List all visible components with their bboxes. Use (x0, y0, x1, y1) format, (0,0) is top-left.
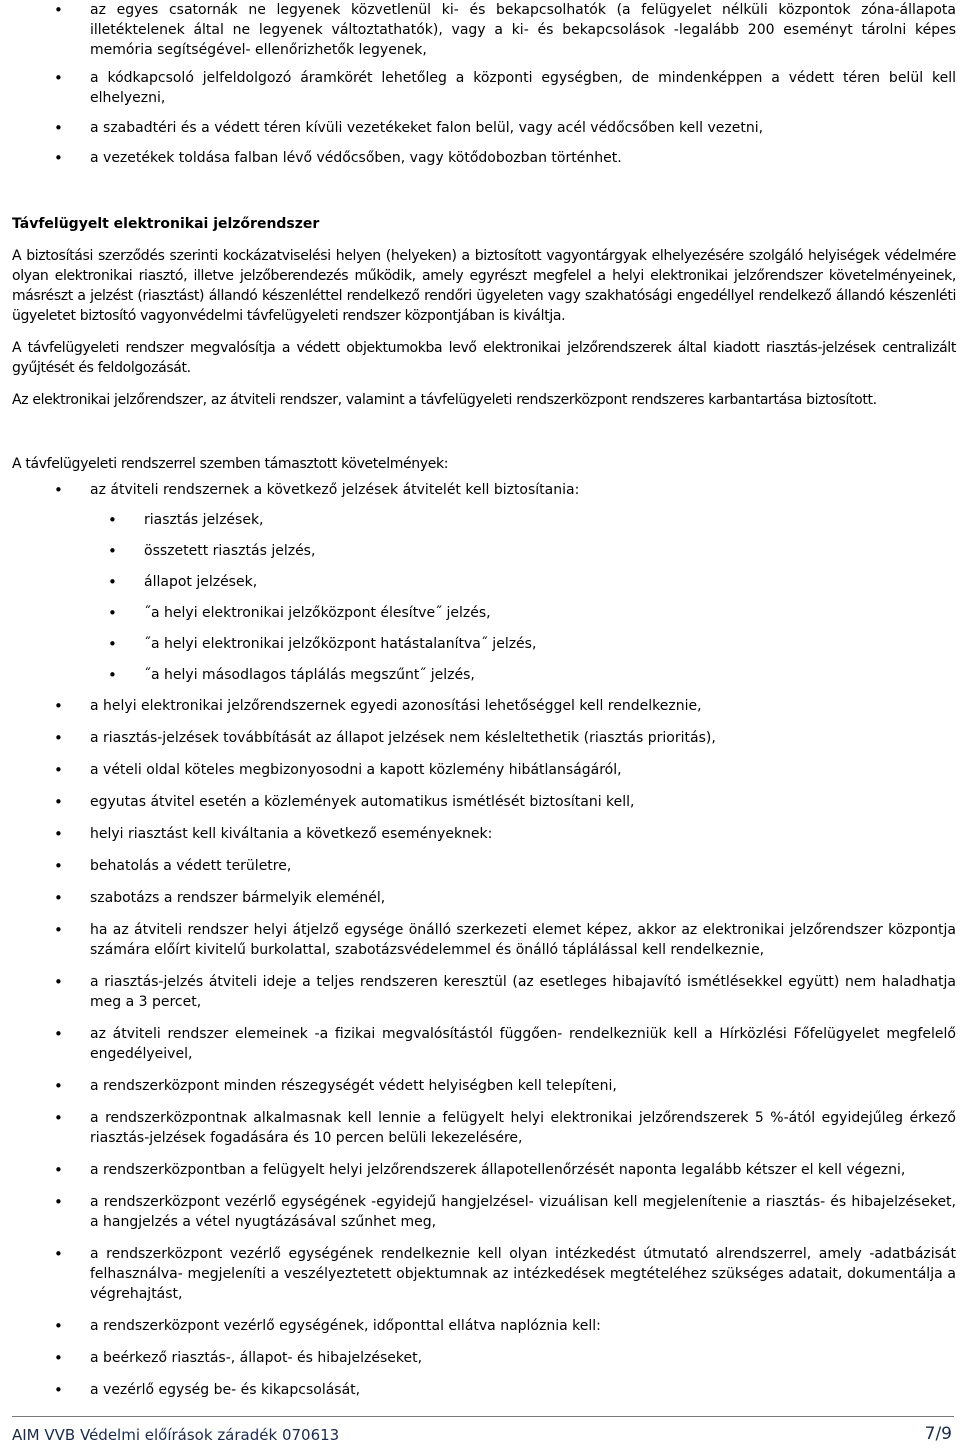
list-item: • a helyi elektronikai jelzőrendszernek egyedi azonosítási lehetőséggel kell rendelkeznie, (0, 696, 960, 716)
sub-list-item: • ˝a helyi másodlagos táplálás megszűnt˝ jelzés, (0, 665, 960, 685)
sub-list-item: • összetett riasztás jelzés, (0, 541, 960, 561)
list-item: • a rendszerközpontban a felügyelt helyi jelzőrendszerek állapotellenőrzését naponta legalább kétszer el kell végezni, (0, 1160, 960, 1180)
bullet-list-top (0, 0, 960, 168)
list-item: • a beérkező riasztás-, állapot- és hibajelzéseket, (0, 1348, 960, 1368)
list-item: • a riasztás-jelzés átviteli ideje a teljes rendszeren keresztül (az esetleges hibajavító ismétlésekkel együtt) nem haladhatja meg a 3 percet, (0, 972, 960, 1012)
section-body (12, 214, 956, 474)
footer-divider (12, 1416, 954, 1417)
list-item: • az egyes csatornák ne legyenek közvetlenül ki- és bekapcsolhatók (a felügyelet nélküli központok zóna-állapota illetéktelenek által ne legyenek változtathatók), vagy a ki- és bekapcsolások -legalább 200 eseményt tárolni képes memória segítségével- ellenőrizhetők legyenek, (0, 0, 960, 60)
list-item: • a vételi oldal köteles megbizonyosodni a kapott közlemény hibátlanságáról, (0, 760, 960, 780)
paragraph: Az elektronikai jelzőrendszer, az átviteli rendszer, valamint a távfelügyeleti rendszerközpont rendszeres karbantartása biztosított. (12, 392, 877, 408)
list-item: • a rendszerközpont vezérlő egységének, időponttal ellátva naplóznia kell: (0, 1316, 960, 1336)
footer-document-title: AIM VVB Védelmi előírások záradék 070613 (12, 1426, 340, 1444)
list-item: • egyutas átvitel esetén a közlemények automatikus ismétlését biztosítani kell, (0, 792, 960, 812)
list-item: • szabotázs a rendszer bármelyik eleménél, (0, 888, 960, 908)
sub-list-item: • állapot jelzések, (0, 572, 960, 592)
requirements-list (0, 480, 960, 1400)
top-bullet-list (0, 0, 960, 168)
list-item: • az átviteli rendszer elemeinek -a fizikai megvalósítástól függően- rendelkezniük kell a Hírközlési Főfelügyelet megfelelő engedélyeivel, (0, 1024, 960, 1064)
sub-bullet-list (0, 510, 960, 685)
sub-list-item: • ˝a helyi elektronikai jelzőközpont hatástalanítva˝ jelzés, (0, 634, 960, 654)
list-item: • a vezetékek toldása falban lévő védőcsőben, vagy kötődobozban történhet. (0, 148, 960, 168)
bullet-list-requirements-rest (0, 696, 960, 1400)
list-item: • a rendszerközpont vezérlő egységének -egyidejű hangjelzésel- vizuálisan kell megjelenítenie a riasztás- és hibajelzéseket, a hangjelzés a vétel nyugtázásával szűnhet meg, (0, 1192, 960, 1232)
sub-list-item: • riasztás jelzések, (0, 510, 960, 530)
paragraph: A távfelügyeleti rendszer megvalósítja a védett objektumokba levő elektronikai jelzőrendszerek által kiadott riasztás-jelzések centralizált gyűjtését és feldolgozását. (12, 340, 956, 376)
section-heading: Távfelügyelt elektronikai jelzőrendszer (12, 216, 320, 232)
requirements-intro: A távfelügyeleti rendszerrel szemben támasztott követelmények: (12, 456, 449, 472)
sub-list-item: • ˝a helyi elektronikai jelzőközpont élesítve˝ jelzés, (0, 603, 960, 623)
paragraph: A biztosítási szerződés szerinti kockázatviselési helyen (helyeken) a biztosított vagyontárgyak elhelyezésére szolgáló helyiségek védelmére olyan elektronikai riasztó, illetve jelzőberendezés működik, amely egyrészt megfelel a helyi elektronikai jelzőrendszer követelményeinek, másrészt a jelzést (riasztást) állandó készenléttel rendelkező rendőri ügyeleten vagy szakhatósági engedéllyel rendelkező állandó készenléti ügyeletet biztosító vagyonvédelmi távfelügyeleti rendszer központjában is kiváltja. (12, 248, 956, 324)
bullet-list-requirements (0, 480, 960, 500)
list-item: • a szabadtéri és a védett téren kívüli vezetékeket falon belül, vagy acél védőcsőben kell vezetni, (0, 118, 960, 138)
page-number: 7/9 (924, 1424, 952, 1444)
list-item: • a rendszerközpont minden részegységét védett helyiségben kell telepíteni, (0, 1076, 960, 1096)
list-item: • a kódkapcsoló jelfeldolgozó áramkörét lehetőleg a központi egységben, de mindenképpen a védett téren belül kell elhelyezni, (0, 68, 960, 108)
list-item: • az átviteli rendszernek a következő jelzések átvitelét kell biztosítania: (0, 480, 960, 500)
list-item: • ha az átviteli rendszer helyi átjelző egysége önálló szerkezeti elemet képez, akkor az elektronikai jelzőrendszer központja számára előírt kivitelű burkolattal, szabotázsvédelemmel és önálló táplálással kell rendelkeznie, (0, 920, 960, 960)
list-item: • behatolás a védett területre, (0, 856, 960, 876)
list-item: • a rendszerközpontnak alkalmasnak kell lennie a felügyelt helyi elektronikai jelzőrendszerek 5 %-ától egyidejűleg érkező riasztás-jelzések fogadására és 10 percen belüli lekezelésére, (0, 1108, 960, 1148)
list-item: • a vezérlő egység be- és kikapcsolását, (0, 1380, 960, 1400)
list-item: • helyi riasztást kell kiváltania a következő eseményeknek: (0, 824, 960, 844)
list-item: • a riasztás-jelzések továbbítását az állapot jelzések nem késleltethetik (riasztás prioritás), (0, 728, 960, 748)
list-item: • a rendszerközpont vezérlő egységének rendelkeznie kell olyan intézkedést útmutató alrendszerrel, amely -adatbázisát felhasználva- megjeleníti a veszélyeztetett objektumnak az intézkedések megtételéhez szükséges adatait, dokumentálja a végrehajtást, (0, 1244, 960, 1304)
